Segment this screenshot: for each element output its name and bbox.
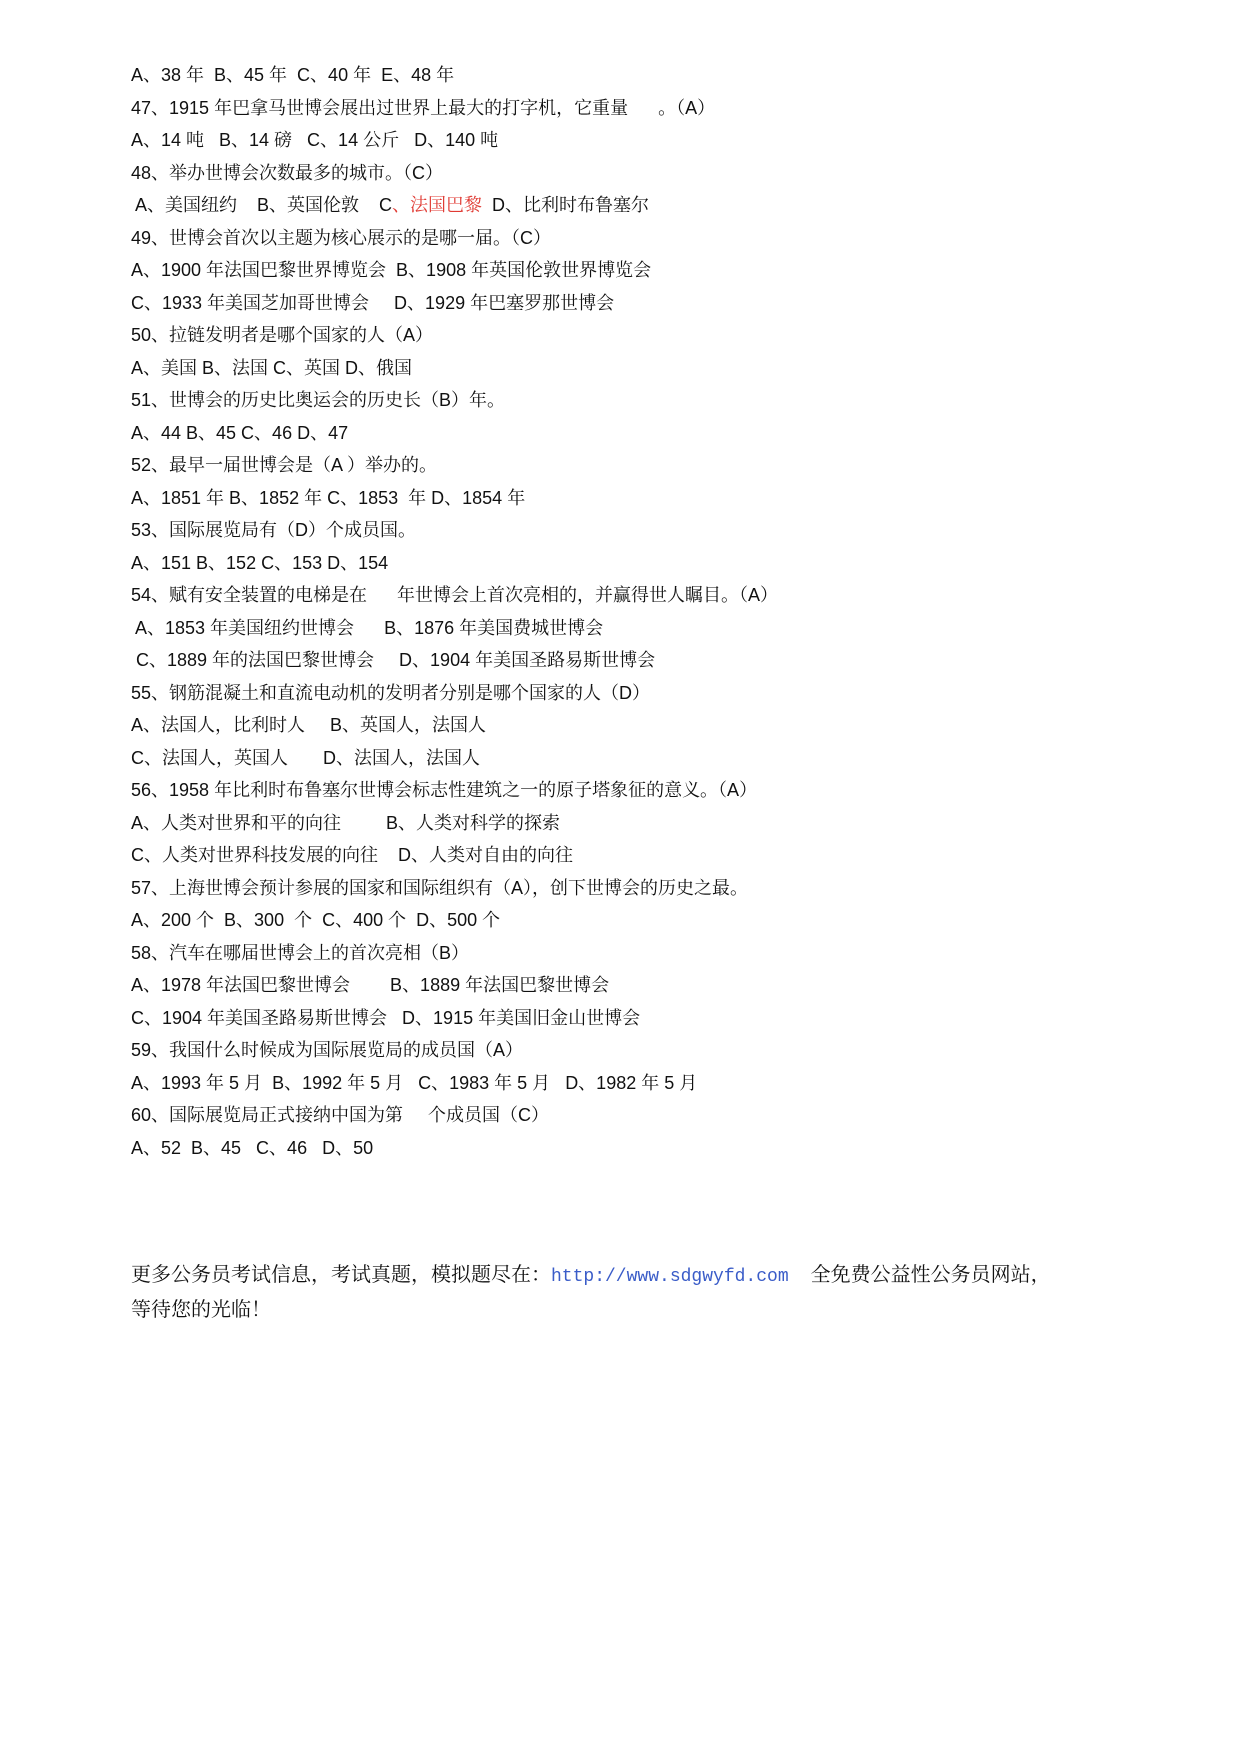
options-line: A、人类对世界和平的向往 B、人类对科学的探索 bbox=[131, 812, 561, 833]
options-line: A、1993 年 5 月 B、1992 年 5 月 C、1983 年 5 月 D、1982 年 5 月 bbox=[131, 1072, 698, 1093]
options-line: A、1853 年美国纽约世博会 B、1876 年美国费城世博会 bbox=[131, 617, 604, 638]
options-line: A、1900 年法国巴黎世界博览会 B、1908 年英国伦敦世界博览会 bbox=[131, 260, 652, 280]
highlighted-answer: 、法国巴黎 bbox=[392, 195, 483, 215]
question-line: 54、赋有安全装置的电梯是在 年世博会上首次亮相的，并赢得世人瞩目。（A） bbox=[131, 585, 779, 605]
options-line: A、1978 年法国巴黎世博会 B、1889 年法国巴黎世博会 bbox=[131, 975, 610, 995]
question-line: 52、最早一届世博会是（A ）举办的。 bbox=[131, 455, 438, 475]
question-line: 57、上海世博会预计参展的国家和国际组织有（A），创下世博会的历史之最。 bbox=[131, 877, 749, 898]
footer-suffix: 全免费公益性公务员网站， bbox=[810, 1264, 1051, 1286]
document-body bbox=[131, 59, 1191, 1164]
question-line: 50、拉链发明者是哪个国家的人（A） bbox=[131, 325, 434, 345]
options-line: A、44 B、45 C、46 D、47 bbox=[131, 422, 349, 443]
options-line: C、1904 年美国圣路易斯世博会 D、1915 年美国旧金山世博会 bbox=[131, 1007, 641, 1028]
question-line: 48、举办世博会次数最多的城市。（C） bbox=[131, 162, 444, 183]
website-link[interactable]: http://www.sdgwyfd.com bbox=[551, 1267, 789, 1287]
footer-line-1 bbox=[131, 1259, 1191, 1294]
question-line: 53、国际展览局有（D）个成员国。 bbox=[131, 520, 417, 540]
question-line: 55、钢筋混凝土和直流电动机的发明者分别是哪个国家的人（D） bbox=[131, 682, 651, 703]
question-line: 60、国际展览局正式接纳中国为第 个成员国（C） bbox=[131, 1105, 550, 1125]
options-line: A、美国 B、法国 C、英国 D、俄国 bbox=[131, 357, 413, 378]
options-line: C、1933 年美国芝加哥世博会 D、1929 年巴塞罗那世博会 bbox=[131, 292, 615, 313]
question-line: 58、汽车在哪届世博会上的首次亮相（B） bbox=[131, 942, 470, 963]
options-text: D、比利时布鲁塞尔 bbox=[482, 195, 650, 215]
options-line-highlighted bbox=[131, 189, 1191, 222]
options-line: A、52 B、45 C、46 D、50 bbox=[131, 1137, 374, 1158]
options-text: A、美国纽约 B、英国伦敦 C bbox=[131, 195, 393, 215]
question-line: 51、世博会的历史比奥运会的历史长（B）年。 bbox=[131, 390, 506, 410]
question-line: 47、1915 年巴拿马世博会展出过世界上最大的打字机，它重量 。（A） bbox=[131, 97, 716, 118]
question-line: 56、1958 年比利时布鲁塞尔世博会标志性建筑之一的原子塔象征的意义。（A） bbox=[131, 780, 758, 800]
options-line: A、151 B、152 C、153 D、154 bbox=[131, 552, 389, 573]
footer-prefix: 更多公务员考试信息，考试真题，模拟题尽在： bbox=[131, 1264, 551, 1286]
options-line: A、法国人，比利时人 B、英国人，法国人 bbox=[131, 715, 487, 735]
options-line: A、38 年 B、45 年 C、40 年 E、48 年 bbox=[131, 65, 455, 85]
options-line: A、14 吨 B、14 磅 C、14 公斤 D、140 吨 bbox=[131, 130, 499, 150]
options-line: C、法国人，英国人 D、法国人，法国人 bbox=[131, 747, 481, 768]
question-line: 49、世博会首次以主题为核心展示的是哪一届。（C） bbox=[131, 227, 552, 248]
question-line: 59、我国什么时候成为国际展览局的成员国（A） bbox=[131, 1040, 524, 1060]
footer-line-2: 等待您的光临！ bbox=[131, 1299, 271, 1321]
options-line: C、1889 年的法国巴黎世博会 D、1904 年美国圣路易斯世博会 bbox=[131, 650, 656, 670]
options-line: A、200 个 B、300 个 C、400 个 D、500 个 bbox=[131, 910, 501, 930]
options-line: A、1851 年 B、1852 年 C、1853 年 D、1854 年 bbox=[131, 487, 526, 508]
footer-note bbox=[131, 1259, 1191, 1327]
options-line: C、人类对世界科技发展的向往 D、人类对自由的向往 bbox=[131, 845, 573, 865]
